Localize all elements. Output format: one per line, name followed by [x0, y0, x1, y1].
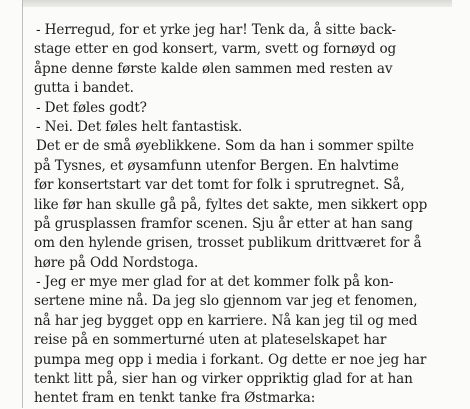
text-line: tenkt litt på, sier han og virker oppriktig glad for at han: [34, 371, 413, 388]
text-line: hentet fram en tenkt tanke fra Østmarka:: [34, 390, 316, 407]
text-line: - Herregud, for et yrke jeg har! Tenk da, å sitte back-: [36, 22, 396, 38]
text-line: på grusplassen framfor scenen. Sju år etter at han sang: [34, 215, 413, 232]
text-line: - Det føles godt?: [36, 99, 147, 116]
text-line: like før han skulle gå på, fyltes det sakte, men sikkert opp: [34, 196, 428, 213]
text-line: åpne denne første kalde ølen sammen med resten av: [34, 60, 393, 77]
column-rule: [22, 0, 23, 408]
article-text: [34, 21, 454, 409]
top-rule: [22, 0, 452, 7]
text-line: - Nei. Det føles helt fantastisk.: [36, 118, 243, 135]
text-line: stage etter en god konsert, varm, svett og fornøyd og: [34, 41, 397, 58]
text-line: før konsertstart var det tomt for folk i sprutregnet. Så,: [34, 177, 405, 194]
text-line: om den hylende grisen, trosset publikum drittværet for å: [34, 235, 422, 252]
text-line: nå har jeg bygget opp en karriere. Nå kan jeg til og med: [34, 312, 418, 329]
text-line: høre på Odd Nordstoga.: [34, 254, 199, 271]
text-line: på Tysnes, et øysamfunn utenfor Bergen. En halvtime: [34, 157, 399, 174]
text-line: - Jeg er mye mer glad for at det kommer folk på kon-: [36, 274, 394, 291]
text-line: reise på en sommerturné uten at plateselskapet har: [34, 332, 387, 349]
text-line: gutta i bandet.: [34, 80, 134, 97]
text-line: sertene mine nå. Da jeg slo gjennom var jeg et fenomen,: [34, 293, 418, 310]
text-line: pumpa meg opp i media i forkant. Og dette er noe jeg har: [34, 351, 427, 368]
text-line: Det er de små øyeblikkene. Som da han i sommer spilte: [36, 138, 414, 155]
